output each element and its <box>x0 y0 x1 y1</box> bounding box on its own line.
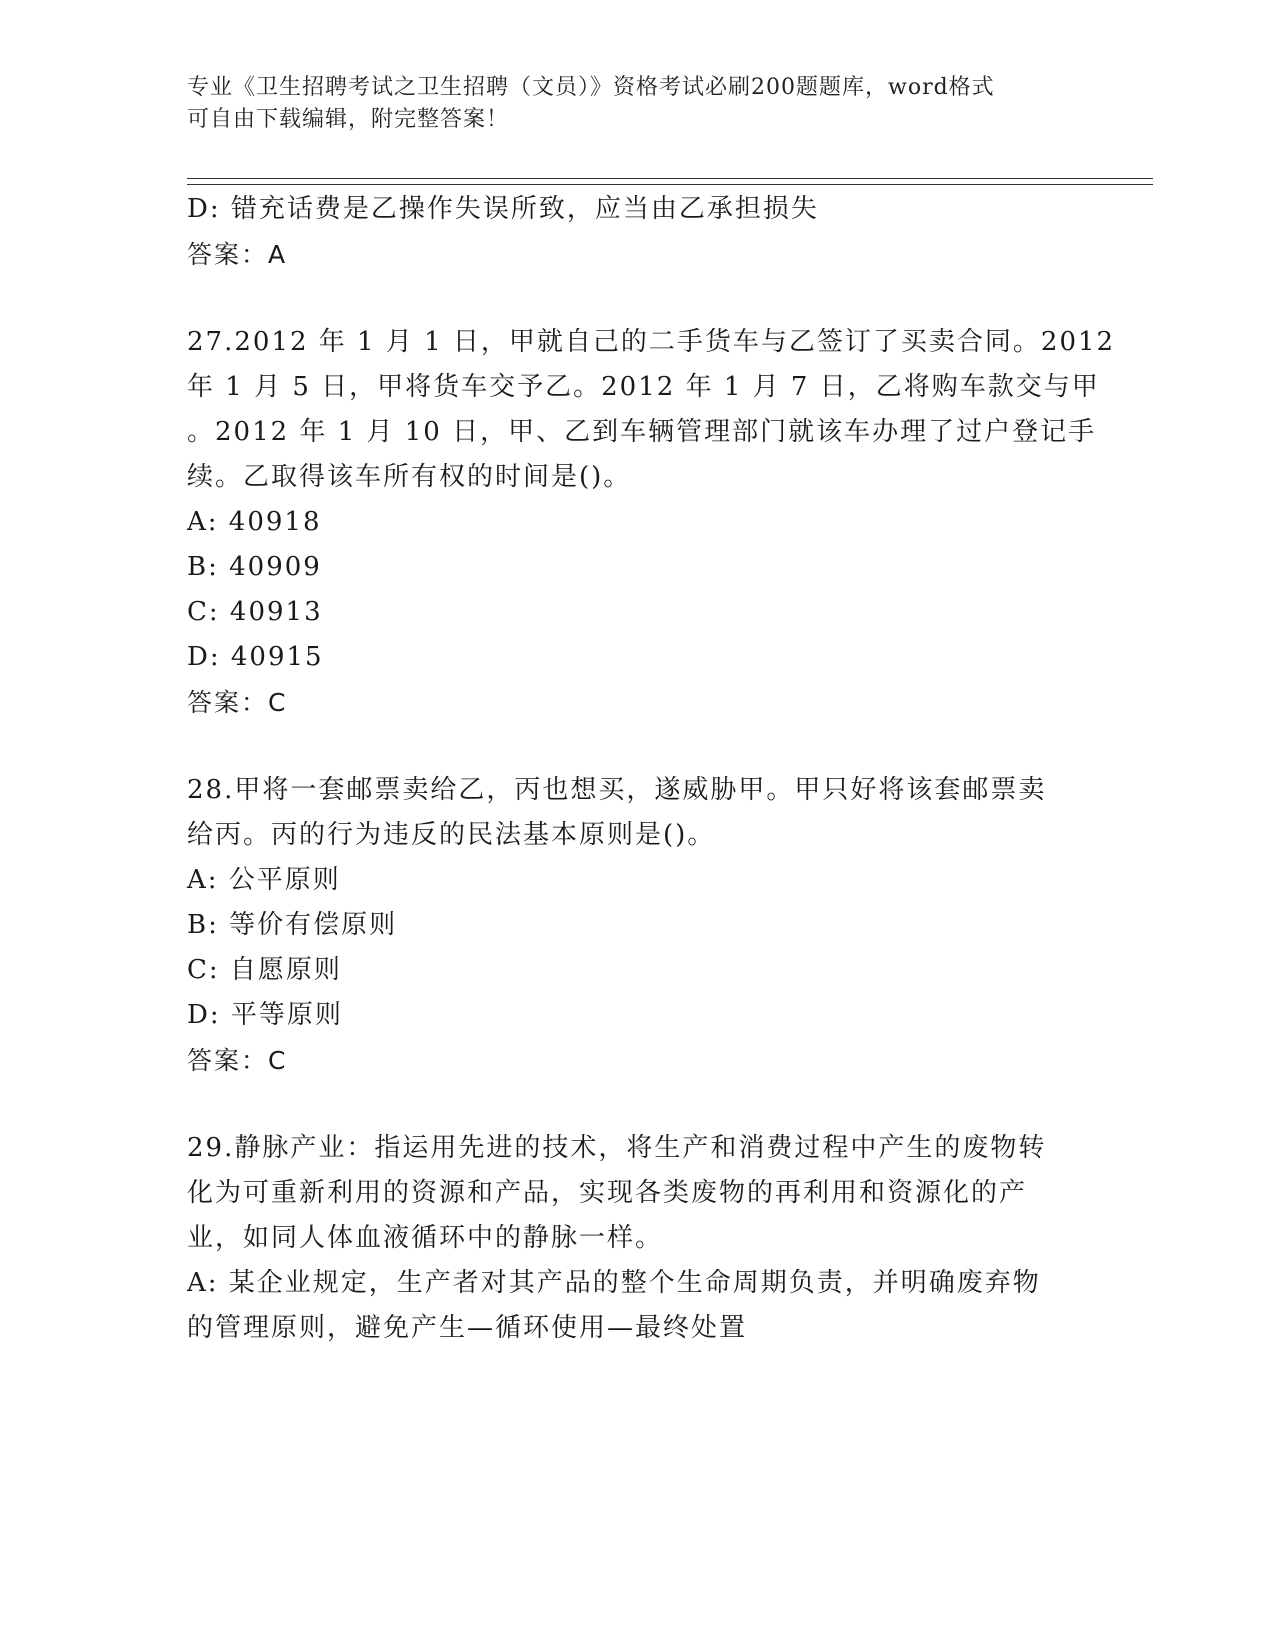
question-text-line: 业，如同人体血液循环中的静脉一样。 <box>187 1223 664 1253</box>
option-d: D: 40915 <box>187 642 324 672</box>
question-text-line: 给丙。丙的行为违反的民法基本原则是()。 <box>187 820 716 850</box>
question-29 <box>187 1126 1077 1351</box>
question-text-line: 年 1 月 5 日，甲将货车交予乙。2012 年 1 月 7 日，乙将购车款交与甲 <box>187 372 1100 402</box>
option-a: A: 某企业规定，生产者对其产品的整个生命周期负责，并明确废弃物 <box>187 1268 1041 1298</box>
header-line-1: 专业《卫生招聘考试之卫生招聘（文员）》资格考试必刷200题题库，word格式 <box>187 75 995 100</box>
option-c: C: 自愿原则 <box>187 955 342 985</box>
answer-line: 答案：C <box>187 1046 288 1075</box>
question-text-line: 化为可重新利用的资源和产品，实现各类废物的再利用和资源化的产 <box>187 1178 1028 1208</box>
question-27 <box>187 320 1116 725</box>
answer-line: 答案：A <box>187 240 288 269</box>
header-line-2: 可自由下载编辑，附完整答案！ <box>187 107 510 132</box>
option-b: B: 等价有偿原则 <box>187 910 398 940</box>
question-content <box>187 187 1116 1351</box>
option-a: A: 公平原则 <box>187 865 341 895</box>
question-text-line: 29.静脉产业：指运用先进的技术，将生产和消费过程中产生的废物转 <box>187 1133 1047 1163</box>
question-text-line: 27.2012 年 1 月 1 日，甲就自己的二手货车与乙签订了买卖合同。2012 <box>187 327 1116 357</box>
question-text-line: 。2012 年 1 月 10 日，甲、乙到车辆管理部门就该车办理了过户登记手 <box>187 417 1097 447</box>
header-divider <box>187 178 1153 185</box>
option-d: D: 平等原则 <box>187 1000 343 1030</box>
option-d: D: 错充话费是乙操作失误所致，应当由乙承担损失 <box>187 194 819 224</box>
question-28 <box>187 768 1077 1083</box>
option-b: B: 40909 <box>187 552 322 582</box>
option-a-continued: 的管理原则，避免产生—循环使用—最终处置 <box>187 1313 748 1343</box>
option-c: C: 40913 <box>187 597 323 627</box>
option-a: A: 40918 <box>187 507 322 537</box>
question-text-line: 28.甲将一套邮票卖给乙，丙也想买，遂威胁甲。甲只好将该套邮票卖 <box>187 775 1047 805</box>
question-text-line: 续。乙取得该车所有权的时间是()。 <box>187 462 632 492</box>
page-header <box>187 72 1067 136</box>
answer-line: 答案：C <box>187 688 288 717</box>
